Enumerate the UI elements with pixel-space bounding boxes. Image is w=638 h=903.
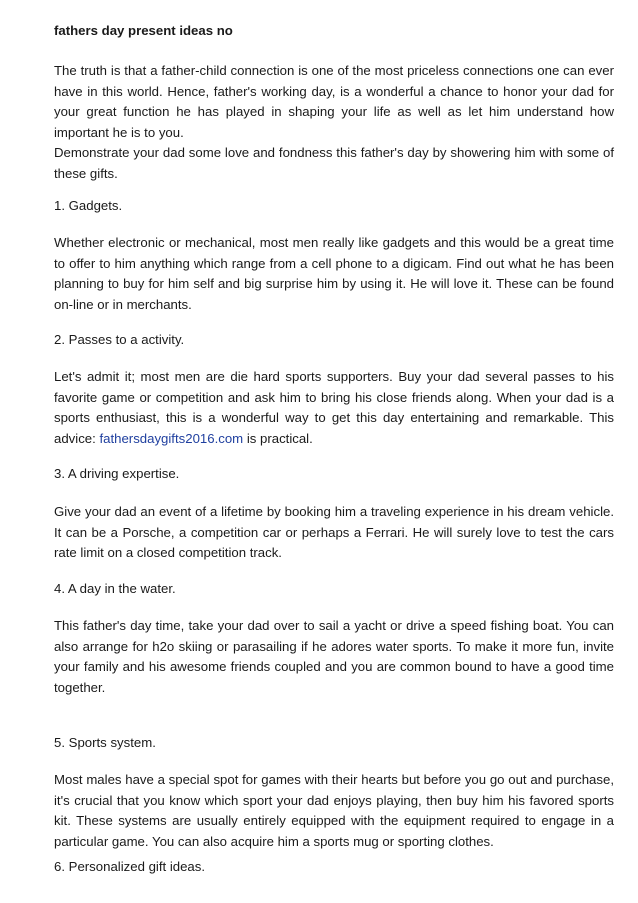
intro-paragraph — [54, 61, 614, 185]
section-heading-sports-system: 5. Sports system. — [54, 735, 156, 750]
section-body-water: This father's day time, take your dad over to sail a yacht or drive a speed fishing boat. You can also arrange for h2o skiing or parasailing if he adores water sports. To make it more fun, invite your family and his awesome friends coupled and you are common bound to have a good time together. — [54, 618, 614, 695]
fathersday-link[interactable]: fathersdaygifts2016.com — [99, 430, 244, 446]
intro-text-1: The truth is that a father-child connection is one of the most priceless connections one can ever have in this world. Hence, father's working day, is a wonderful a chance to honor your dad for your great function he has played in shaping your life as well as let him understand how important he is to you. — [54, 63, 614, 140]
section-body-passes — [54, 367, 614, 449]
passes-after-link: is practical. — [243, 430, 313, 446]
intro-text-2: Demonstrate your dad some love and fondness this father's day by showering him with some of these gifts. — [54, 145, 614, 181]
section-heading-passes: 2. Passes to a activity. — [54, 332, 185, 347]
section-body-driving: Give your dad an event of a lifetime by booking him a traveling experience in his dream vehicle. It can be a Porsche, a competition car or perhaps a Ferrari. He will surely love to test the cars rate limit on a closed competition track. — [54, 504, 614, 561]
section-heading-personalized: 6. Personalized gift ideas. — [54, 859, 206, 874]
section-heading-water: 4. A day in the water. — [54, 581, 176, 596]
section-heading-gadgets: 1. Gadgets. — [54, 198, 123, 213]
section-body-sports-system: Most males have a special spot for games with their hearts but before you go out and purchase, it's crucial that you know which sport your dad enjoys playing, then buy him his favored sports kit. These systems are usually entirely equipped with the equipment required to engage in a particular game. You can also acquire him a sports mug or sporting clothes. — [54, 772, 614, 849]
section-body-gadgets: Whether electronic or mechanical, most men really like gadgets and this would be a great time to offer to him anything which range from a cell phone to a digicam. Find out what he has been planning to buy for him self and big surprise him by using it. He will love it. These can be found on-line or in merchants. — [54, 235, 614, 312]
passes-body-text: Let's admit it; most men are die hard sports supporters. Buy your dad several passes to his favorite game or competition and ask him to bring his close friends along. When your dad is a sports enthusiast, this is a wonderful way to get this day entertaining and remarkable. This advice: — [54, 369, 614, 446]
document-title: fathers day present ideas no — [54, 23, 233, 38]
section-heading-driving: 3. A driving expertise. — [54, 466, 180, 481]
